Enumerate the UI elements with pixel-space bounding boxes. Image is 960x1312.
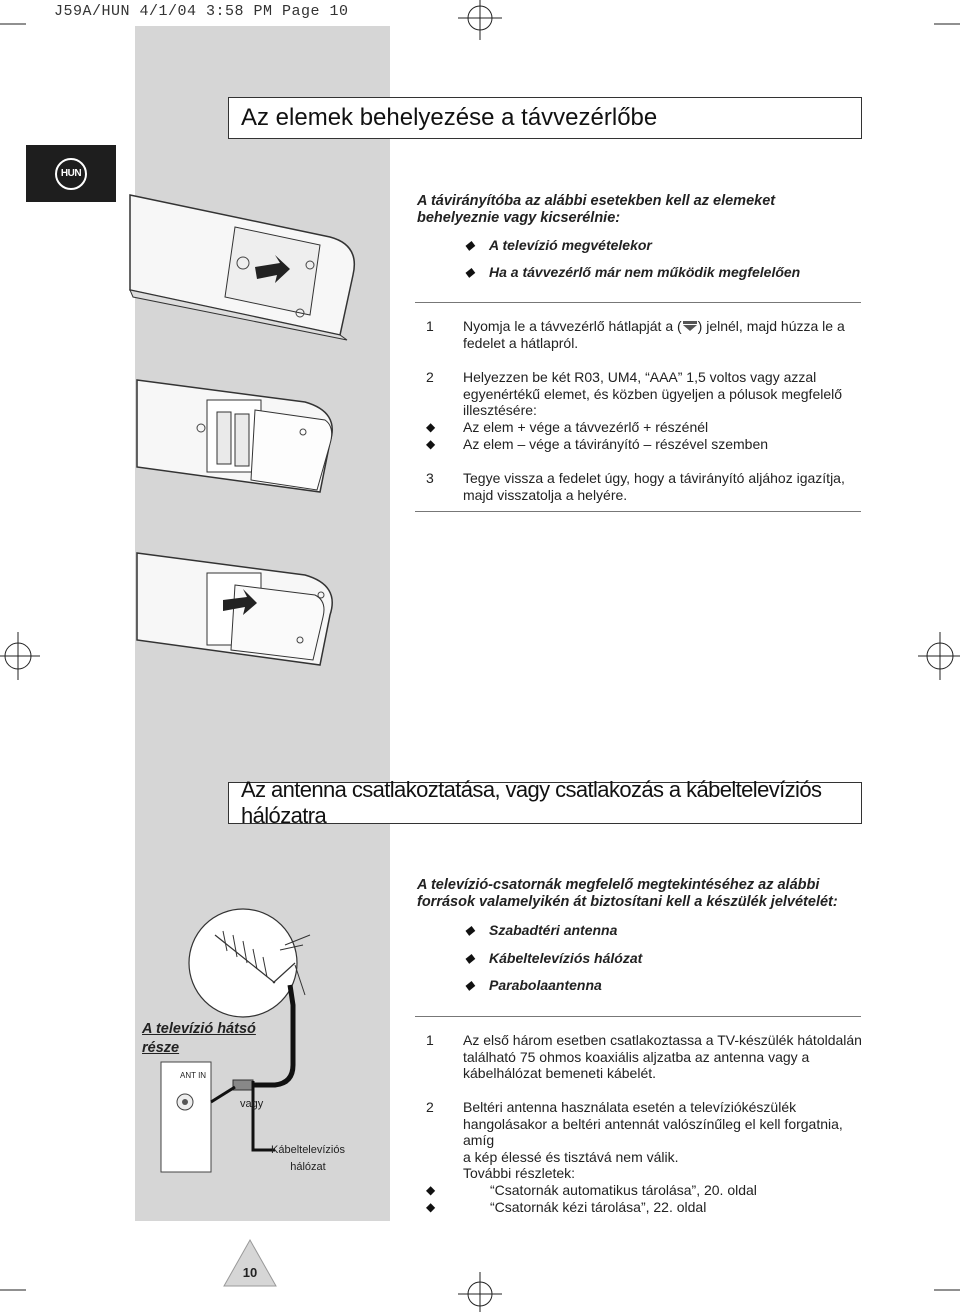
s1-bullet-2: ◆ Ha a távvezérlő már nem működik megfelelően <box>465 264 801 280</box>
diamond-bullet-icon: ◆ <box>465 951 475 965</box>
s1-step-1: 1 Nyomja le a távvezérlő hátlapját a ( ) jelnél, majd húzza le a fedelet a hátlapról. <box>426 318 845 351</box>
diamond-bullet-icon: ◆ <box>426 1182 436 1197</box>
vagy-label: vagy <box>240 1098 264 1110</box>
s1-bullet-1: ◆ A televízió megvételekor <box>465 237 652 253</box>
divider-line <box>415 302 861 303</box>
hun-badge: HUN <box>55 158 87 190</box>
reg-mark-top <box>458 0 502 40</box>
remote-battery-illustration <box>135 372 355 502</box>
diamond-bullet-icon: ◆ <box>426 1199 436 1214</box>
s2-sub-bullet-2: ◆ “Csatornák kézi tárolása”, 22. oldal <box>426 1198 707 1215</box>
section1-intro <box>417 193 857 227</box>
intro-line-2: behelyeznie vagy kicserélnie: <box>417 210 621 226</box>
section1-title-text: Az elemek behelyezése a távvezérlőbe <box>241 104 658 131</box>
ant-in-label: ANT IN <box>180 1071 207 1080</box>
diamond-bullet-icon: ◆ <box>426 419 436 434</box>
s1-sub-bullet-1: ◆ Az elem + vége a távvezérlő + részénél <box>426 418 709 435</box>
intro-line-1: A távirányítóba az alábbi esetekben kell az elemeket <box>417 193 776 209</box>
language-tab <box>26 145 116 202</box>
diamond-bullet-icon: ◆ <box>426 436 436 451</box>
print-header: J59A/HUN 4/1/04 3:58 PM Page 10 <box>54 3 349 20</box>
page-number: 10 <box>242 1265 258 1280</box>
press-triangle-icon <box>682 320 698 332</box>
s2-step-2: 2 Beltéri antenna használata esetén a televíziókészülék hangolásakor a beltéri antennát valószínűleg el kell forgatnia, amíg a kép élessé és tisztává nem válik. További részletek: ◆ “Csatornák automatikus tárolása”, 20. oldal ◆ “Csatornák kézi tárolása”, 22. oldal <box>426 1099 866 1216</box>
s2-bullet-3: ◆ Parabolaantenna <box>465 977 602 993</box>
intro-line-1: A televízió-csatornák megfelelő megtekintéséhez az alábbi <box>417 877 820 893</box>
section2-title-text: Az antenna csatlakoztatása, vagy csatlakozás a kábeltelevíziós hálózatra <box>241 777 822 828</box>
s2-bullet-1: ◆ Szabadtéri antenna <box>465 922 618 938</box>
s2-sub-bullet-1: ◆ “Csatornák automatikus tárolása”, 20. oldal <box>426 1181 757 1198</box>
s2-step-1: 1 Az első három esetben csatlakoztassa a TV-készülék hátoldalán található 75 ohmos koaxiális aljzatba az antenna vagy a kábelhálózat bemeneti kábelét. <box>426 1032 862 1081</box>
diamond-bullet-icon: ◆ <box>465 265 475 279</box>
diamond-bullet-icon: ◆ <box>465 923 475 937</box>
tv-rear-label: A televízió hátsó része <box>142 1021 256 1056</box>
divider-line <box>415 1016 861 1017</box>
page-number-triangle-icon <box>222 1238 278 1288</box>
cable-network-label: Kábeltelevíziós hálózat <box>271 1144 345 1173</box>
s1-step-3: 3 Tegye vissza a fedelet úgy, hogy a távirányító aljához igazítja, majd visszatolja a helyére. <box>426 470 845 503</box>
s2-bullet-2: ◆ Kábeltelevíziós hálózat <box>465 950 643 966</box>
intro-line-2: források valamelyikén át biztosítani kell a készülék jelvételét: <box>417 894 838 910</box>
s1-sub-bullet-2: ◆ Az elem – vége a távirányító – részével szemben <box>426 435 769 452</box>
reg-mark-right <box>918 632 960 680</box>
remote-back-cover-illustration <box>125 165 365 345</box>
reg-mark-left <box>0 632 40 680</box>
reg-mark-bottom <box>458 1272 502 1312</box>
section2-intro <box>417 877 867 911</box>
section2-title <box>228 777 862 828</box>
diamond-bullet-icon: ◆ <box>465 978 475 992</box>
section1-title <box>228 97 862 139</box>
remote-cover-closing-illustration <box>135 545 355 670</box>
divider-line <box>415 511 861 512</box>
diamond-bullet-icon: ◆ <box>465 238 475 252</box>
s1-step-2: 2 Helyezzen be két R03, UM4, “AAA” 1,5 voltos vagy azzal egyenértékű elemet, és közben ügyeljen a pólusok megfelelő illesztésére: ◆ Az elem + vége a távvezérlő + részénél ◆ Az elem – vége a távirányító – részével szemben <box>426 369 866 453</box>
